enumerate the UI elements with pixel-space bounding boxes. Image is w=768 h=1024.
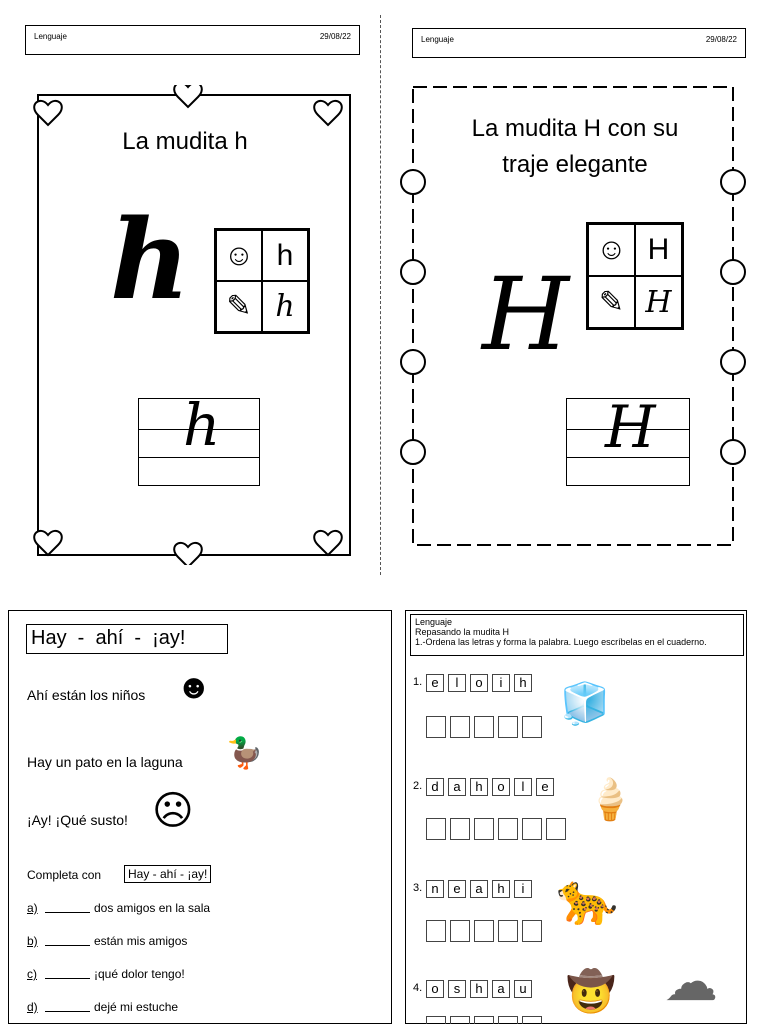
letter-box: l xyxy=(514,778,532,796)
page-title-line2: traje elegante xyxy=(502,151,648,178)
item-b-text: están mis amigos xyxy=(94,934,188,948)
header-page1 xyxy=(25,25,360,55)
big-letter-h: h xyxy=(110,195,190,324)
page-title: La mudita h xyxy=(122,128,248,155)
letter-box: e xyxy=(536,778,554,796)
children-icon: ☻ xyxy=(176,668,212,706)
word-1-letters xyxy=(426,674,532,692)
scared-kids-icon: ☹ xyxy=(152,789,194,833)
letter-box: e xyxy=(448,880,466,898)
cursive-letter: h xyxy=(262,281,308,332)
subject-label: Lenguaje xyxy=(421,35,454,44)
subject-label: Lenguaje xyxy=(415,617,453,627)
letter-box: i xyxy=(492,674,510,692)
word-4-num: 4. xyxy=(413,982,423,994)
letter-box: h xyxy=(492,880,510,898)
ice-cream-icon: 🍦 xyxy=(585,778,635,822)
page4-header xyxy=(410,614,744,656)
sentence-3: ¡Ay! ¡Qué susto! xyxy=(27,812,128,828)
letter-box: n xyxy=(426,880,444,898)
reading-icon: ☺ xyxy=(588,224,635,276)
letter-box: h xyxy=(470,980,488,998)
subtitle: Repasando la mudita H xyxy=(415,627,510,637)
big-letter-H: H xyxy=(482,256,570,373)
date-label: 29/08/22 xyxy=(319,32,351,41)
print-letter: H xyxy=(635,224,682,276)
letter-box: o xyxy=(492,778,510,796)
cursive-letter: H xyxy=(635,276,682,328)
word-4-answer[interactable] xyxy=(426,1016,542,1024)
lines-letter: H xyxy=(605,393,656,461)
word-1-num: 1. xyxy=(413,676,423,688)
letter-box: o xyxy=(426,980,444,998)
duck-icon: 🦆 xyxy=(226,737,264,770)
ice-icon: 🧊 xyxy=(560,682,610,726)
word-3-num: 3. xyxy=(413,882,423,894)
page3-title-box xyxy=(26,624,228,654)
pencil-icon: ✎ xyxy=(588,276,635,328)
letter-box: l xyxy=(448,674,466,692)
item-a-text: dos amigos en la sala xyxy=(94,901,211,915)
word-4-letters xyxy=(426,980,532,998)
instruction: 1.-Ordena las letras y forma la palabra. Luego escríbelas en el cuaderno. xyxy=(415,637,707,647)
reading-icon: ☺ xyxy=(216,230,262,281)
lines-letter: h xyxy=(183,391,221,459)
item-a-blank[interactable] xyxy=(45,912,90,913)
item-c-blank[interactable] xyxy=(45,978,90,979)
item-c-key: c) xyxy=(27,967,37,981)
letter-box: i xyxy=(514,880,532,898)
item-c-text: ¡qué dolor tengo! xyxy=(94,967,185,981)
sentence-2: Hay un pato en la laguna xyxy=(27,754,183,770)
options-box: Hay - ahí - ¡ay! xyxy=(124,865,211,883)
pencil-icon: ✎ xyxy=(216,281,262,332)
letter-box: a xyxy=(448,778,466,796)
word-1-answer[interactable] xyxy=(426,716,542,738)
smoke-icon: ☁ xyxy=(664,952,718,1012)
word-2-num: 2. xyxy=(413,780,423,792)
word-2-answer[interactable] xyxy=(426,818,566,840)
letter-grid xyxy=(214,228,310,334)
item-b-key: b) xyxy=(27,934,38,948)
page-title-line1: La mudita H con su xyxy=(471,115,679,142)
letter-box: s xyxy=(448,980,466,998)
writing-lines xyxy=(566,393,690,486)
complete-label: Completa con xyxy=(27,868,102,882)
word-3-answer[interactable] xyxy=(426,920,542,942)
print-letter: h xyxy=(262,230,308,281)
item-a-key: a) xyxy=(27,901,38,915)
letter-box: o xyxy=(470,674,488,692)
header-page2 xyxy=(412,28,746,58)
letter-box: h xyxy=(514,674,532,692)
huaso-icon: 🤠 xyxy=(566,970,616,1014)
item-d-text: dejé mi estuche xyxy=(94,1000,179,1014)
word-2-letters xyxy=(426,778,554,796)
letter-box: a xyxy=(470,880,488,898)
cut-line xyxy=(380,15,381,575)
item-d-blank[interactable] xyxy=(45,1011,90,1012)
hyena-icon: 🐆 xyxy=(556,871,619,927)
letter-box: d xyxy=(426,778,444,796)
item-d-key: d) xyxy=(27,1000,38,1014)
letter-box: h xyxy=(470,778,488,796)
letter-grid xyxy=(586,222,684,330)
letter-box: u xyxy=(514,980,532,998)
letter-box: a xyxy=(492,980,510,998)
sentence-1: Ahí están los niños xyxy=(27,687,146,703)
date-label: 29/08/22 xyxy=(705,35,737,44)
subject-label: Lenguaje xyxy=(34,32,67,41)
writing-lines xyxy=(138,391,260,486)
letter-box: e xyxy=(426,674,444,692)
page3-title: Hay - ahí - ¡ay! xyxy=(31,627,186,649)
word-3-letters xyxy=(426,880,532,898)
item-b-blank[interactable] xyxy=(45,945,90,946)
